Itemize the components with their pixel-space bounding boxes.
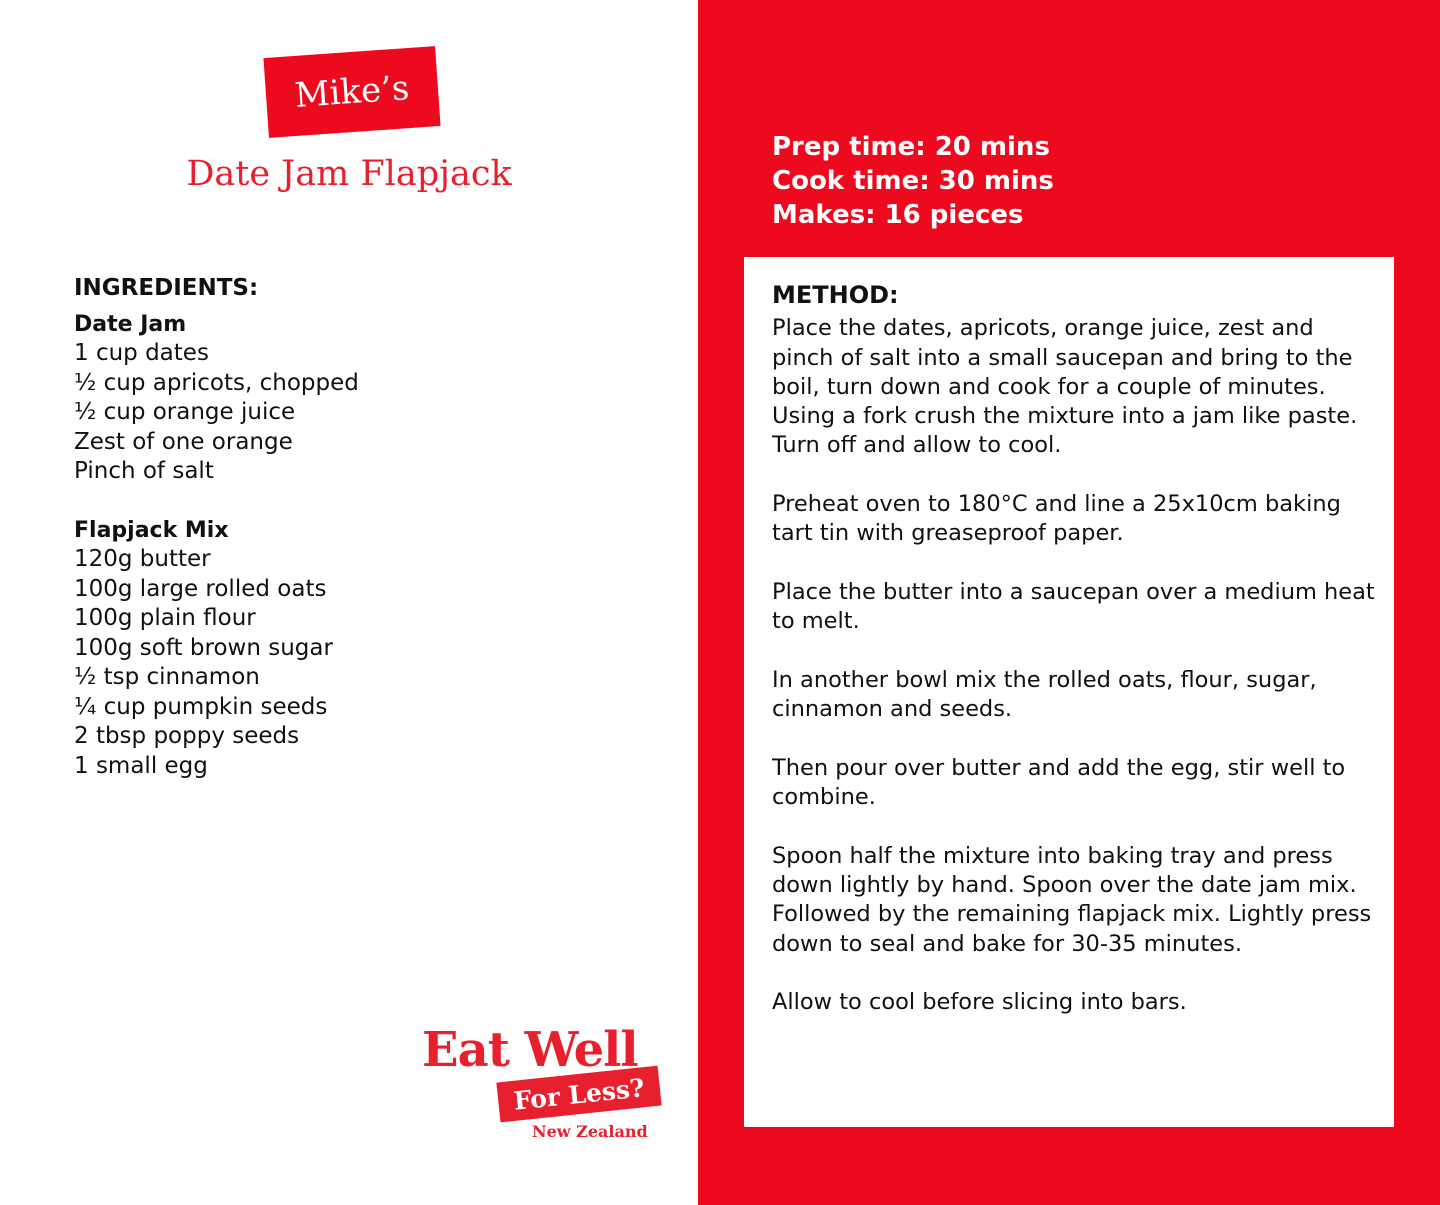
method-step: Allow to cool before slicing into bars. [772,989,1187,1016]
logo-line-eat-well: Eat Well [422,1022,638,1078]
ingredient-group-title: Date Jam [74,311,187,337]
ingredient-group-title: Flapjack Mix [74,517,229,543]
ingredient-item: Zest of one orange [74,428,293,455]
prep-time: Prep time: 20 mins [772,132,1050,162]
cook-time: Cook time: 30 mins [772,166,1054,196]
author-tag [263,46,440,138]
ingredient-group-flapjack-mix [74,516,634,782]
ingredients-heading: INGREDIENTS: [74,275,259,301]
ingredient-item: ¼ cup pumpkin seeds [74,693,328,720]
method-heading: METHOD: [772,281,899,309]
ingredient-item: 100g soft brown sugar [74,634,333,661]
method-step: Then pour over butter and add the egg, stir well to combine. [772,754,1346,811]
ingredient-item: 100g plain flour [74,605,256,631]
author-tag-text: Mike’s [293,68,411,116]
ingredients-panel [0,0,698,1205]
ingredient-item: 100g large rolled oats [74,575,327,602]
method-step: Place the dates, apricots, orange juice, zest and pinch of salt into a small saucepan and bring to the boil, turn down and cook for a couple of minutes. Using a fork crush the mixture into a jam like paste. Turn off and allow to cool. [772,315,1358,459]
ingredient-item: ½ cup apricots, chopped [74,369,359,396]
ingredient-item: Pinch of salt [74,458,214,484]
eat-well-for-less-logo [420,1022,670,1152]
ingredient-item: 120g butter [74,546,211,572]
ingredient-list [74,339,634,487]
ingredient-item: ½ tsp cinnamon [74,664,260,690]
logo-line-new-zealand: New Zealand [532,1122,648,1141]
recipe-title: Date Jam Flapjack [186,154,512,194]
ingredient-item: 1 small egg [74,752,208,779]
ingredient-list [74,545,634,781]
method-box [744,257,1394,1127]
ingredient-item: ½ cup orange juice [74,399,296,425]
ingredients-section [74,274,634,781]
method-step: Spoon half the mixture into baking tray and press down lightly by hand. Spoon over the date jam mix. Followed by the remaining flapjack mix. Lightly press down to seal and bake for 30-35 minutes. [772,842,1372,957]
method-step: Preheat oven to 180°C and line a 25x10cm baking tart tin with greaseproof paper. [772,491,1341,547]
method-step: In another bowl mix the rolled oats, flour, sugar, cinnamon and seeds. [772,666,1317,723]
ingredient-item: 2 tbsp poppy seeds [74,723,300,749]
ingredient-item: 1 cup dates [74,340,209,366]
method-content [772,281,1382,1047]
ingredient-group-date-jam [74,310,634,487]
method-step: Place the butter into a saucepan over a medium heat to melt. [772,578,1375,635]
logo-line-for-less: For Less? [512,1072,646,1116]
recipe-meta [772,130,1054,232]
makes-count: Makes: 16 pieces [772,200,1024,230]
